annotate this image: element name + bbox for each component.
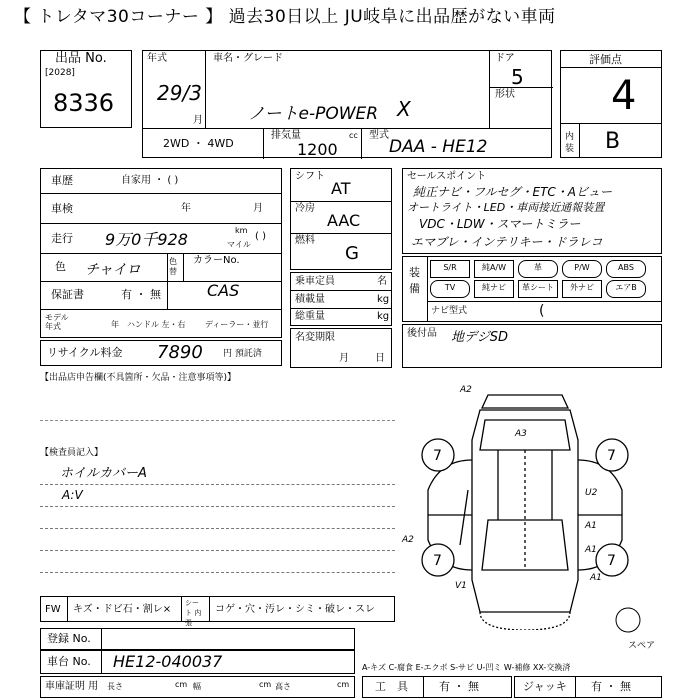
ac-value: AAC bbox=[327, 211, 361, 230]
aftermarket-value: 地デジSD bbox=[451, 330, 509, 345]
registration-label: 登録 No. bbox=[47, 632, 91, 645]
inspector-title: 【検査員記入】 bbox=[40, 448, 104, 458]
lot-number: 8336 bbox=[53, 89, 115, 117]
year-label: 年式 bbox=[147, 53, 167, 64]
lot-code: [2028] bbox=[45, 68, 75, 78]
equip-ext-navi: 外ナビ bbox=[562, 280, 602, 298]
warranty-options: 有 ・ 無 bbox=[121, 288, 161, 301]
shift-value: AT bbox=[331, 179, 351, 198]
mileage-unit-mile: マイル bbox=[227, 240, 251, 249]
inspection-label: 車検 bbox=[51, 202, 73, 215]
inspector-line-1: ホイルカバーA bbox=[60, 466, 147, 481]
wheel-score-rl: 7 bbox=[433, 553, 442, 569]
change-day: 日 bbox=[375, 353, 385, 364]
lot-number-box bbox=[40, 50, 132, 128]
damage-mark-a1-right: A1 bbox=[585, 521, 597, 531]
equip-leather-seat: 革シート bbox=[518, 280, 558, 298]
ac-label: 冷房 bbox=[295, 203, 315, 214]
grade-value: X bbox=[397, 97, 411, 121]
equip-navi: 純ナビ bbox=[474, 280, 514, 298]
inspection-year: 年 bbox=[181, 203, 191, 214]
mileage-unit-km: km bbox=[235, 226, 248, 235]
jack-options: 有 ・ 無 bbox=[591, 680, 631, 693]
garage-cert-cm-2: cm bbox=[259, 680, 272, 689]
history-label: 車歴 bbox=[51, 174, 73, 187]
interior-label: 内装 bbox=[565, 132, 575, 154]
mileage-value: 9万0千928 bbox=[105, 230, 188, 249]
tool-label: 工 具 bbox=[375, 680, 408, 693]
dealer-label: ディーラー・並行 bbox=[205, 320, 269, 329]
type-value: DAA - HE12 bbox=[389, 137, 488, 157]
weight-unit: kg bbox=[377, 311, 390, 322]
equipment-label: 装備 bbox=[409, 266, 420, 295]
tool-options: 有 ・ 無 bbox=[439, 680, 479, 693]
weight-label: 総重量 bbox=[295, 311, 325, 322]
damage-mark-a1-corner: A1 bbox=[590, 573, 602, 583]
change-label: 名変期限 bbox=[295, 332, 335, 343]
damage-mark-a3: A3 bbox=[515, 429, 527, 439]
displacement-label: 排気量 bbox=[271, 130, 301, 141]
car-diagram bbox=[400, 380, 660, 630]
name-label: 車名・グレード bbox=[213, 53, 283, 64]
spec-row-box bbox=[142, 128, 552, 158]
model-year-unit: 年 bbox=[111, 320, 119, 329]
shape-label: 形状 bbox=[495, 89, 515, 100]
type-label: 型式 bbox=[369, 130, 389, 141]
spare-tire-icon bbox=[614, 604, 642, 638]
mechanical-box bbox=[290, 168, 392, 270]
history-options: 自家用 ・ ( ) bbox=[121, 175, 179, 186]
change-month: 月 bbox=[339, 353, 349, 364]
capacity-unit: 名 bbox=[377, 276, 387, 287]
load-label: 積載量 bbox=[295, 294, 325, 305]
sales-line-1: 純正ナビ・フルセグ・ETC・Aビュー bbox=[413, 185, 613, 199]
jack-label: ジャッキ bbox=[523, 680, 567, 693]
equip-tv: TV bbox=[430, 280, 470, 298]
chassis-label: 車台 No. bbox=[47, 655, 91, 668]
fuel-value: G bbox=[345, 243, 359, 264]
name-value: ノートe-POWER bbox=[248, 104, 379, 124]
fuel-label: 燃料 bbox=[295, 235, 315, 246]
equip-aw: 純A/W bbox=[474, 260, 514, 278]
mileage-label: 走行 bbox=[51, 232, 73, 245]
damage-mark-a2-front: A2 bbox=[460, 385, 472, 395]
equip-abs: ABS bbox=[606, 260, 646, 278]
warranty-label: 保証書 bbox=[51, 288, 84, 301]
aftermarket-label: 後付品 bbox=[407, 328, 437, 339]
equip-pw: P/W bbox=[562, 260, 602, 278]
drive-label: 2WD ・ 4WD bbox=[163, 137, 234, 150]
interior-value: B bbox=[605, 129, 621, 154]
aftermarket-box bbox=[402, 324, 662, 368]
vehicle-info-box bbox=[40, 168, 282, 338]
wheel-score-fr: 7 bbox=[607, 448, 616, 464]
color-change-label: 色替 bbox=[169, 257, 177, 276]
name-change-box bbox=[290, 328, 392, 368]
legend-seat: シート 内張 bbox=[185, 599, 202, 627]
cc-unit: cc bbox=[349, 131, 358, 140]
legend-fw-text: キズ・ドビ石・割レ× bbox=[73, 604, 172, 615]
sales-point-box bbox=[402, 168, 662, 254]
colorno-value: CAS bbox=[207, 281, 240, 300]
recycle-unit: 円 預託済 bbox=[223, 349, 262, 359]
shift-label: シフト bbox=[295, 171, 325, 182]
spare-label: スペア bbox=[628, 641, 656, 651]
chassis-value: HE12-040037 bbox=[113, 652, 223, 671]
mileage-paren: ( ) bbox=[255, 231, 266, 242]
banner-title: 【 トレタマ30コーナー 】 過去30日以上 JU岐阜に出品歴がない車両 bbox=[0, 0, 700, 34]
registration-box bbox=[40, 628, 355, 650]
garage-cert-cm-1: cm bbox=[175, 680, 188, 689]
sales-line-3: VDC・LDW・スマートミラー bbox=[419, 217, 581, 231]
score-box bbox=[560, 50, 662, 158]
navi-type-label: ナビ型式 bbox=[431, 306, 468, 316]
damage-mark-a2-left: A2 bbox=[402, 535, 414, 545]
garage-cert-cm-3: cm bbox=[337, 680, 350, 689]
handle-label: ハンドル 左・右 bbox=[127, 320, 186, 329]
declaration-title: 【出品店申告欄(不具箇所・欠品・注意事項等)】 bbox=[40, 373, 237, 383]
top-info-box bbox=[142, 50, 552, 130]
legend-box bbox=[40, 596, 395, 627]
jack-box bbox=[514, 676, 662, 698]
equip-airbag: エアB bbox=[606, 280, 646, 298]
equip-sr: S/R bbox=[430, 260, 470, 278]
sales-label: セールスポイント bbox=[407, 171, 487, 182]
legend-seat-text: コゲ・穴・汚レ・シミ・破レ・スレ bbox=[215, 604, 375, 615]
door-label: ドア bbox=[495, 53, 515, 64]
navi-type-value: ( bbox=[539, 303, 545, 319]
capacity-box bbox=[290, 272, 392, 326]
wheel-score-fl: 7 bbox=[433, 448, 442, 464]
tool-box bbox=[362, 676, 512, 698]
door-value: 5 bbox=[511, 65, 524, 89]
displacement-value: 1200 bbox=[297, 140, 338, 159]
garage-cert-length: 長さ bbox=[107, 682, 123, 691]
wheel-score-rr: 7 bbox=[607, 553, 616, 569]
garage-cert-label: 車庫証明 用 bbox=[45, 681, 99, 692]
equip-leather: 革 bbox=[518, 260, 558, 278]
recycle-label: リサイクル料金 bbox=[47, 346, 123, 359]
year-value: 29/3 bbox=[157, 81, 202, 105]
chassis-box bbox=[40, 650, 355, 674]
score-label: 評価点 bbox=[589, 53, 622, 66]
legend-fw: FW bbox=[45, 604, 61, 615]
colorno-label: カラーNo. bbox=[193, 255, 240, 266]
model-year-label: モデル年式 bbox=[45, 313, 69, 331]
sales-line-4: エマブレ・インテリキー・ドラレコ bbox=[411, 235, 603, 249]
month-label: 月 bbox=[193, 115, 203, 126]
damage-mark-v1: V1 bbox=[455, 581, 467, 591]
garage-cert-height: 高さ bbox=[275, 682, 291, 691]
damage-code-legend: A-キズ C-腐食 E-エクボ S-サビ U-凹ミ W-補修 XX-交換済 bbox=[362, 663, 571, 672]
color-value: チャイロ bbox=[85, 262, 141, 278]
inspector-line-2: A:V bbox=[62, 488, 83, 502]
capacity-label: 乗車定員 bbox=[295, 276, 335, 287]
sales-line-2: オートライト・LED・車両接近通報装置 bbox=[407, 201, 605, 214]
color-label: 色 bbox=[55, 260, 66, 273]
recycle-box bbox=[40, 340, 282, 366]
recycle-value: 7890 bbox=[157, 342, 203, 363]
garage-cert-box bbox=[40, 676, 355, 698]
damage-mark-u2: U2 bbox=[585, 488, 598, 498]
score-value: 4 bbox=[611, 73, 637, 119]
lot-label: 出品 No. bbox=[55, 51, 107, 66]
load-unit: kg bbox=[377, 294, 390, 305]
inspection-month: 月 bbox=[253, 203, 263, 214]
damage-mark-a1-rear: A1 bbox=[585, 545, 597, 555]
garage-cert-width: 幅 bbox=[193, 682, 201, 691]
